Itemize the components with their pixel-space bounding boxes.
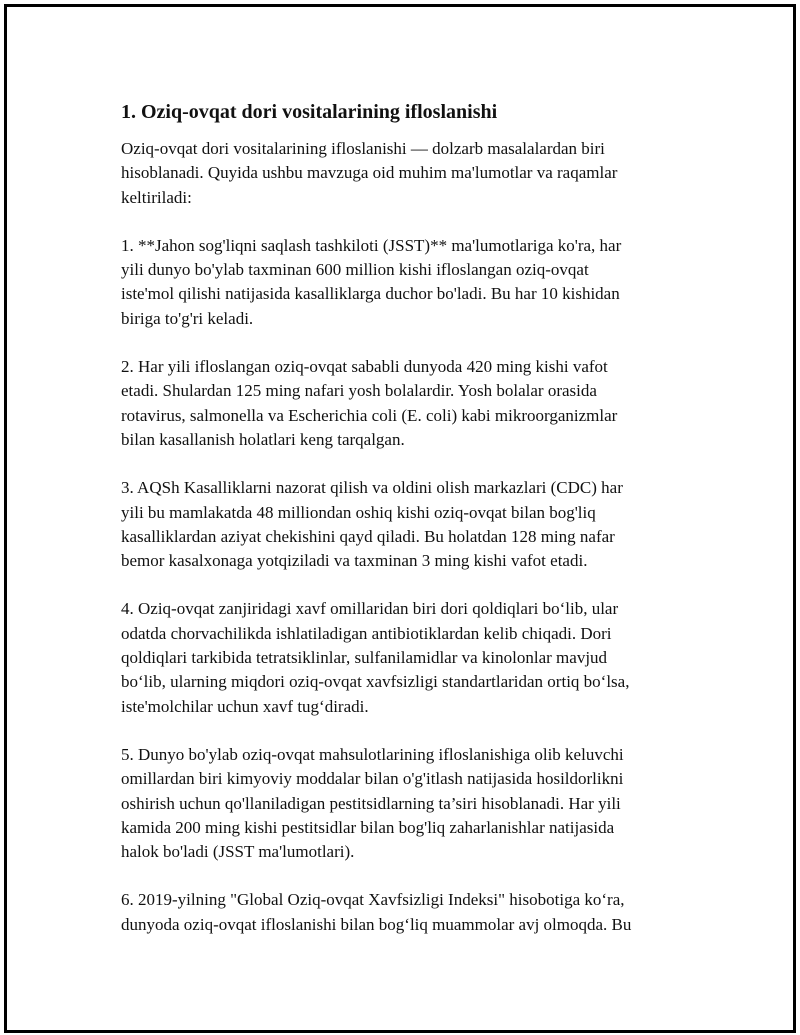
text-line: qoldiqlari tarkibida tetratsiklinlar, sulfanilamidlar va kinolonlar mavjud (121, 648, 608, 668)
paragraph-item-3 (121, 476, 681, 573)
text-line: 1. **Jahon sog'liqni saqlash tashkiloti (JSST)** ma'lumotlariga ko'ra, har (121, 235, 622, 255)
text-line: odatda chorvachilikda ishlatiladigan antibiotiklardan kelib chiqadi. Dori (121, 623, 612, 643)
text-line: kamida 200 ming kishi pestitsidlar bilan bog'liq zaharlanishlar natijasida (121, 817, 615, 837)
paragraph-item-1 (121, 234, 681, 331)
text-line: 2. Har yili ifloslangan oziq-ovqat sababli dunyoda 420 ming kishi vafot (121, 357, 608, 377)
text-line: iste'molchilar uchun xavf tug‘diradi. (121, 696, 369, 716)
text-line: hisoblanadi. Quyida ushbu mavzuga oid muhim ma'lumotlar va raqamlar (121, 163, 618, 183)
text-line: kasalliklardan aziyat chekishini qayd qiladi. Bu holatdan 128 ming nafar (121, 526, 615, 546)
paragraph-intro (121, 137, 681, 210)
text-line: 6. 2019-yilning "Global Oziq-ovqat Xavfsizligi Indeksi" hisobotiga ko‘ra, (121, 890, 625, 910)
text-line: bo‘lib, ularning miqdori oziq-ovqat xavfsizligi standartlaridan ortiq bo‘lsa, (121, 672, 630, 692)
text-line: bilan kasallanish holatlari keng tarqalgan. (121, 429, 405, 449)
text-line: omillardan biri kimyoviy moddalar bilan o'g'itlash natijasida hosildorlikni (121, 769, 624, 789)
text-line: 4. Oziq-ovqat zanjiridagi xavf omillaridan biri dori qoldiqlari bo‘lib, ular (121, 599, 619, 619)
text-line: oshirish uchun qo'llaniladigan pestitsidlarning ta’siri hisoblanadi. Har yili (121, 793, 621, 813)
text-line: bemor kasalxonaga yotqiziladi va taxminan 3 ming kishi vafot etadi. (121, 551, 588, 571)
text-line: keltiriladi: (121, 187, 192, 207)
text-line: yili bu mamlakatda 48 milliondan oshiq kishi oziq-ovqat bilan bog'liq (121, 502, 596, 522)
text-line: 5. Dunyo bo'ylab oziq-ovqat mahsulotlarining ifloslanishiga olib keluvchi (121, 744, 624, 764)
section-heading: 1. Oziq-ovqat dori vositalarining ifloslanishi (121, 101, 498, 123)
text-line: Oziq-ovqat dori vositalarining ifloslanishi — dolzarb masalalardan biri (121, 139, 605, 158)
paragraph-item-4 (121, 597, 681, 718)
page-frame (4, 4, 796, 1033)
text-line: etadi. Shulardan 125 ming nafari yosh bolalardir. Yosh bolalar orasida (121, 381, 597, 401)
text-line: rotavirus, salmonella va Escherichia coli (E. coli) kabi mikroorganizmlar (121, 405, 618, 425)
text-line: halok bo'ladi (JSST ma'lumotlari). (121, 842, 355, 862)
paragraph-item-2 (121, 355, 681, 452)
text-line: iste'mol qilishi natijasida kasalliklarga duchor bo'ladi. Bu har 10 kishidan (121, 284, 620, 304)
text-line: dunyoda oziq-ovqat ifloslanishi bilan bog‘liq muammolar avj olmoqda. Bu (121, 914, 632, 934)
document-body (121, 99, 681, 961)
text-line: 3. AQSh Kasalliklarni nazorat qilish va oldini olish markazlari (CDC) har (121, 478, 623, 498)
text-line: yili dunyo bo'ylab taxminan 600 million kishi ifloslangan oziq-ovqat (121, 260, 589, 280)
text-line: biriga to'g'ri keladi. (121, 308, 254, 328)
paragraph-item-5 (121, 743, 681, 864)
paragraph-item-6 (121, 888, 681, 937)
